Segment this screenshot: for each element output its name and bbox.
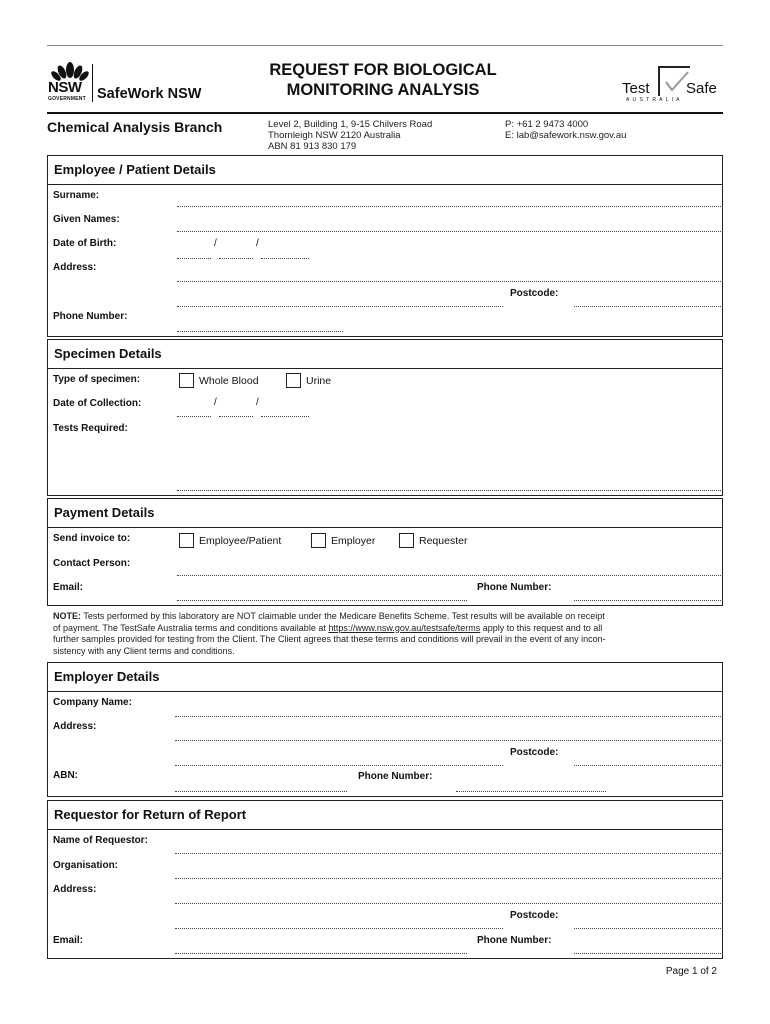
phone-field[interactable] [177, 331, 343, 332]
dob-month-field[interactable] [219, 258, 253, 259]
form-title-line1: REQUEST FOR BIOLOGICAL [269, 61, 497, 79]
payment-email-label: Email: [53, 582, 84, 593]
top-rule [47, 45, 723, 46]
note-label: NOTE: [53, 611, 81, 621]
invoice-requester-label: Requester [419, 535, 468, 547]
payment-section [47, 498, 723, 606]
tests-required-field[interactable] [177, 490, 721, 491]
payment-phone-label: Phone Number: [477, 582, 552, 593]
terms-link[interactable]: https://www.nsw.gov.au/testsafe/terms [328, 622, 481, 633]
employer-phone-field[interactable] [456, 791, 606, 792]
testsafe-logo [620, 64, 724, 104]
employer-address-field[interactable] [175, 740, 721, 741]
logo-divider [92, 64, 93, 102]
dob-separator: / [256, 238, 259, 249]
send-invoice-label: Send invoice to: [53, 533, 131, 544]
nsw-wordmark: NSW [48, 79, 82, 96]
postcode-label: Postcode: [510, 288, 559, 299]
dob-year-field[interactable] [261, 258, 309, 259]
specimen-section [47, 339, 723, 496]
testsafe-logo-australia: A U S T R A L I A [626, 97, 681, 103]
given-names-field[interactable] [177, 231, 721, 232]
dob-day-field[interactable] [177, 258, 211, 259]
organisation-field[interactable] [175, 878, 721, 879]
requestor-heading: Requestor for Return of Report [48, 801, 722, 830]
page-number: Page 1 of 2 [665, 966, 717, 977]
phone-label: Phone Number: [53, 311, 128, 322]
note-line3: further samples provided for testing from the Client. The Client agrees that these terms and conditions will prevail in the event of any incon- [53, 634, 606, 644]
requestor-address-field-line2[interactable] [175, 928, 503, 929]
dob-label: Date of Birth: [53, 238, 117, 249]
form-title-line2: MONITORING ANALYSIS [286, 81, 480, 99]
employer-postcode-field[interactable] [574, 765, 721, 766]
surname-label: Surname: [53, 190, 100, 201]
note-line1: Tests performed by this laboratory are NOT claimable under the Medicare Benefits Scheme. Test results will be available on receipt [81, 611, 605, 621]
note-line4: sistency with any Client terms and conditions. [53, 645, 235, 656]
employer-abn-label: ABN: [53, 770, 78, 781]
address-line2: Thornleigh NSW 2120 Australia [268, 130, 401, 141]
address-line1: Level 2, Building 1, 9-15 Chilvers Road [268, 119, 433, 130]
employer-address-label: Address: [53, 721, 97, 732]
payment-email-field[interactable] [177, 600, 467, 601]
given-names-label: Given Names: [53, 214, 120, 225]
requestor-address-label: Address: [53, 884, 97, 895]
abn-line: ABN 81 913 830 179 [268, 141, 357, 152]
address-field[interactable] [177, 281, 721, 282]
employer-address-field-line2[interactable] [175, 765, 503, 766]
requestor-email-label: Email: [53, 935, 84, 946]
postcode-field[interactable] [574, 306, 721, 307]
collection-date-separator: / [256, 397, 259, 408]
collection-date-separator: / [214, 397, 217, 408]
requestor-address-field[interactable] [175, 903, 721, 904]
whole-blood-checkbox[interactable] [179, 373, 194, 388]
agency-name: SafeWork NSW [97, 86, 202, 102]
header-rule [47, 112, 723, 114]
collection-date-label: Date of Collection: [53, 398, 142, 409]
requestor-postcode-label: Postcode: [510, 910, 559, 921]
invoice-employee-label: Employee/Patient [199, 535, 282, 547]
collection-day-field[interactable] [177, 416, 211, 417]
employer-postcode-label: Postcode: [510, 747, 559, 758]
urine-checkbox[interactable] [286, 373, 301, 388]
employer-heading: Employer Details [48, 663, 722, 692]
organisation-label: Organisation: [53, 860, 119, 871]
surname-field[interactable] [177, 206, 721, 207]
collection-month-field[interactable] [219, 416, 253, 417]
employee-section [47, 155, 723, 337]
company-name-label: Company Name: [53, 697, 132, 708]
dob-separator: / [214, 238, 217, 249]
requestor-name-field[interactable] [175, 853, 721, 854]
address-field-line2[interactable] [177, 306, 503, 307]
branch-phone: P: +61 2 9473 4000 [505, 119, 589, 130]
urine-label: Urine [306, 375, 332, 387]
testsafe-logo-test: Test [622, 80, 650, 97]
requestor-phone-label: Phone Number: [477, 935, 552, 946]
employer-phone-label: Phone Number: [358, 771, 433, 782]
nsw-government-text: GOVERNMENT [48, 96, 86, 102]
tests-required-label: Tests Required: [53, 423, 128, 434]
note-line2b: apply to this request and to all [480, 622, 603, 633]
requestor-email-field[interactable] [175, 953, 467, 954]
employee-heading: Employee / Patient Details [48, 156, 722, 185]
testsafe-logo-safe: Safe [686, 80, 717, 97]
payment-phone-field[interactable] [574, 600, 721, 601]
specimen-type-label: Type of specimen: [53, 374, 141, 385]
invoice-employer-checkbox[interactable] [311, 533, 326, 548]
contact-person-label: Contact Person: [53, 558, 131, 569]
invoice-employee-checkbox[interactable] [179, 533, 194, 548]
contact-person-field[interactable] [177, 575, 721, 576]
invoice-employer-label: Employer [331, 535, 376, 547]
requestor-phone-field[interactable] [574, 953, 721, 954]
payment-heading: Payment Details [48, 499, 722, 528]
terms-note [53, 611, 725, 657]
company-name-field[interactable] [175, 716, 721, 717]
invoice-requester-checkbox[interactable] [399, 533, 414, 548]
branch-email: E: lab@safework.nsw.gov.au [505, 130, 627, 141]
requestor-postcode-field[interactable] [574, 928, 721, 929]
requestor-section [47, 800, 723, 959]
collection-year-field[interactable] [261, 416, 309, 417]
specimen-heading: Specimen Details [48, 340, 722, 369]
branch-name: Chemical Analysis Branch [47, 119, 223, 135]
employer-abn-field[interactable] [175, 791, 347, 792]
whole-blood-label: Whole Blood [199, 375, 259, 387]
address-label: Address: [53, 262, 97, 273]
requestor-name-label: Name of Requestor: [53, 835, 149, 846]
note-line2a: of payment. The TestSafe Australia terms and conditions available at [53, 622, 329, 633]
